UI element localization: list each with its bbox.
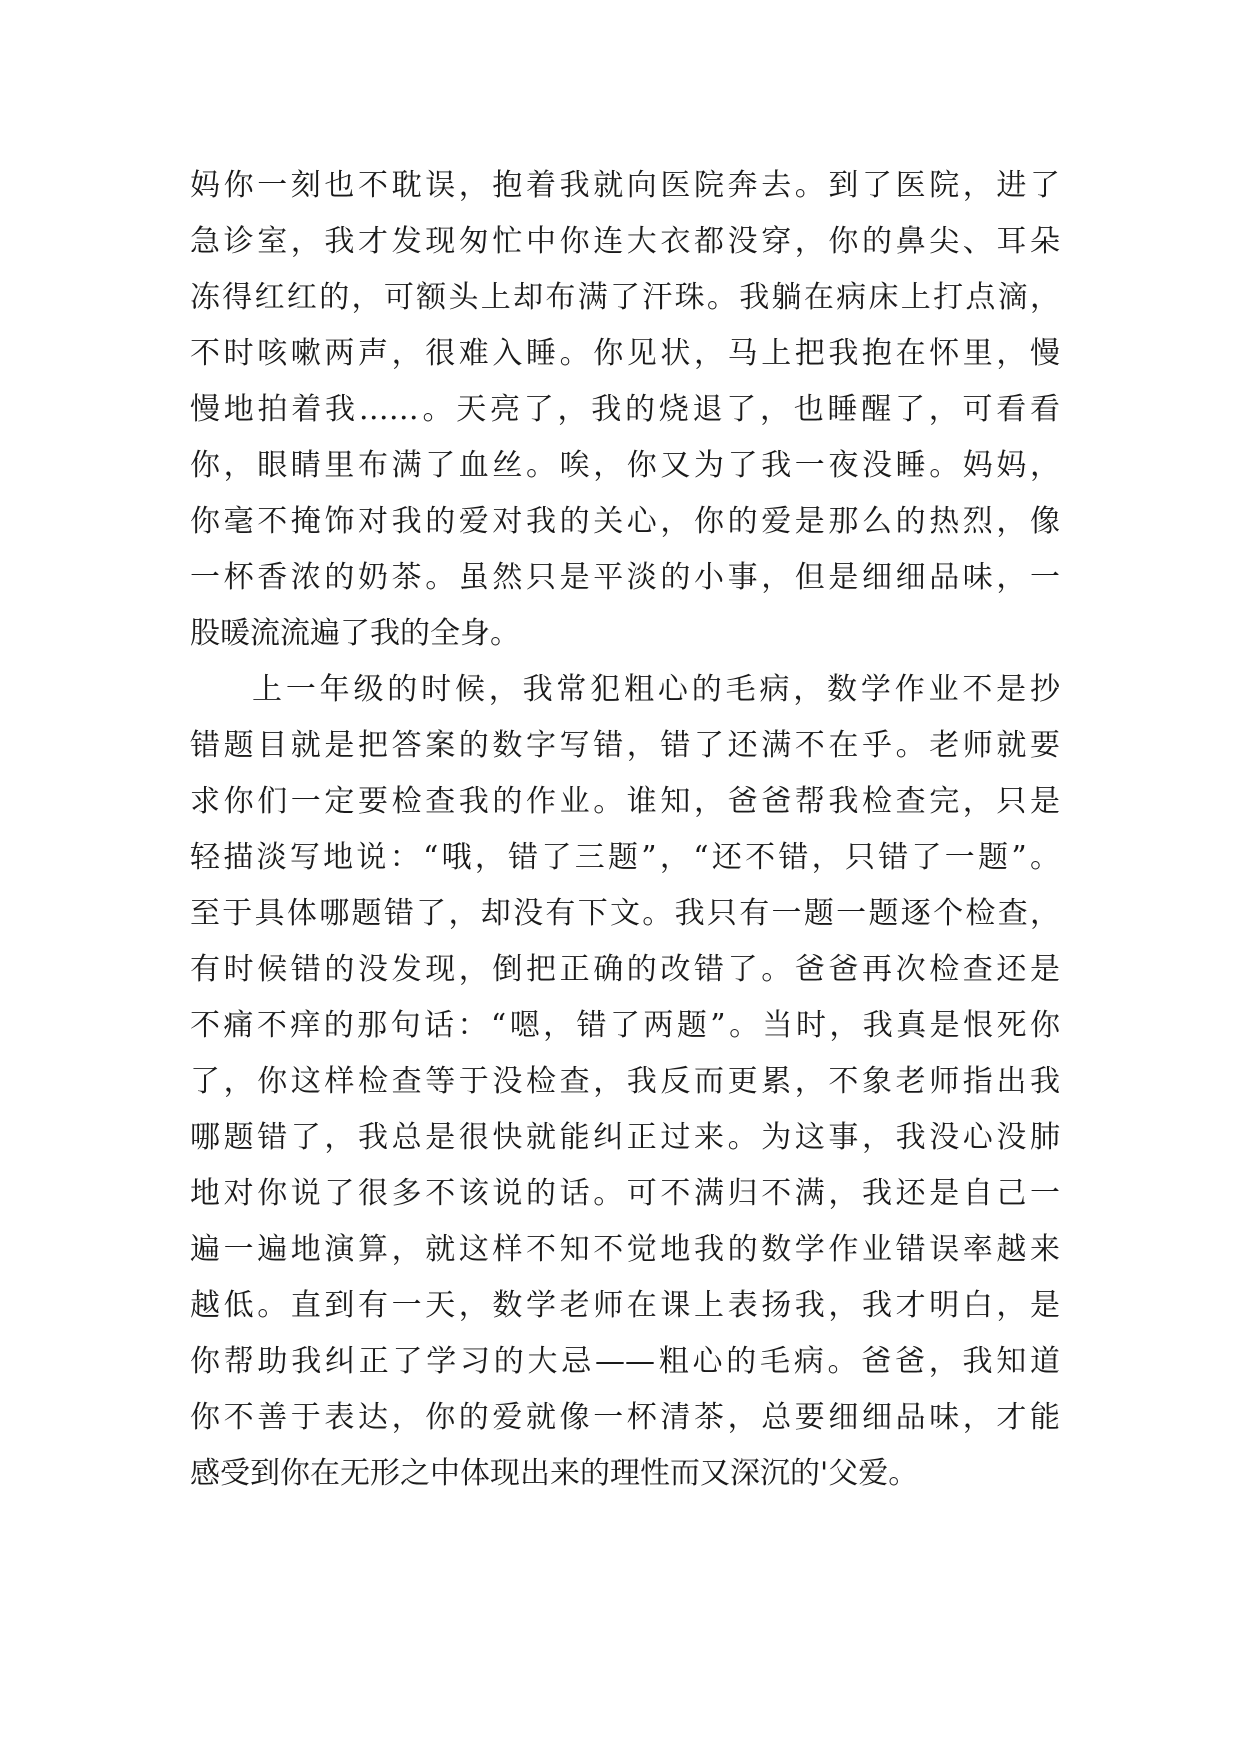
text-line: 你，眼睛里布满了血丝。唉，你又为了我一夜没睡。妈妈， xyxy=(190,448,1060,483)
text-line: 你不善于表达，你的爱就像一杯清茶，总要细细品味，才能 xyxy=(190,1400,1060,1435)
document-body xyxy=(190,158,1060,1502)
text-line: 你毫不掩饰对我的爱对我的关心，你的爱是那么的热烈，像 xyxy=(190,504,1060,539)
text-line: 轻描淡写地说：“哦，错了三题”，“还不错，只错了一题”。 xyxy=(190,840,1060,875)
text-line: 一杯香浓的奶茶。虽然只是平淡的小事，但是细细品味，一 xyxy=(190,560,1060,595)
text-line: 遍一遍地演算，就这样不知不觉地我的数学作业错误率越来 xyxy=(190,1232,1060,1267)
text-line: 感受到你在无形之中体现出来的理性而又深沉的'父爱。 xyxy=(190,1456,919,1491)
text-line: 了，你这样检查等于没检查，我反而更累，不象老师指出我 xyxy=(190,1064,1060,1099)
text-line: 错题目就是把答案的数字写错，错了还满不在乎。老师就要 xyxy=(190,728,1060,763)
text-line: 上一年级的时候，我常犯粗心的毛病，数学作业不是抄 xyxy=(252,672,1060,707)
text-line: 越低。直到有一天，数学老师在课上表扬我，我才明白，是 xyxy=(190,1288,1060,1323)
paragraph-father xyxy=(190,662,1060,1502)
text-line: 至于具体哪题错了，却没有下文。我只有一题一题逐个检查， xyxy=(190,896,1060,931)
text-line: 慢地拍着我……。天亮了，我的烧退了，也睡醒了，可看看 xyxy=(190,392,1060,427)
text-line: 哪题错了，我总是很快就能纠正过来。为这事，我没心没肺 xyxy=(190,1120,1060,1155)
text-line: 股暖流流遍了我的全身。 xyxy=(190,616,520,651)
text-line: 有时候错的没发现，倒把正确的改错了。爸爸再次检查还是 xyxy=(190,952,1060,987)
text-line: 不时咳嗽两声，很难入睡。你见状，马上把我抱在怀里，慢 xyxy=(190,336,1060,371)
text-line: 地对你说了很多不该说的话。可不满归不满，我还是自己一 xyxy=(190,1176,1060,1211)
text-line: 求你们一定要检查我的作业。谁知，爸爸帮我检查完，只是 xyxy=(190,784,1060,819)
text-line: 冻得红红的，可额头上却布满了汗珠。我躺在病床上打点滴， xyxy=(190,280,1060,315)
text-line: 你帮助我纠正了学习的大忌——粗心的毛病。爸爸，我知道 xyxy=(190,1344,1060,1379)
text-line: 妈你一刻也不耽误，抱着我就向医院奔去。到了医院，进了 xyxy=(190,168,1060,203)
text-line: 急诊室，我才发现匆忙中你连大衣都没穿，你的鼻尖、耳朵 xyxy=(190,224,1060,259)
text-line: 不痛不痒的那句话：“嗯，错了两题”。当时，我真是恨死你 xyxy=(190,1008,1060,1043)
paragraph-mother xyxy=(190,158,1060,662)
